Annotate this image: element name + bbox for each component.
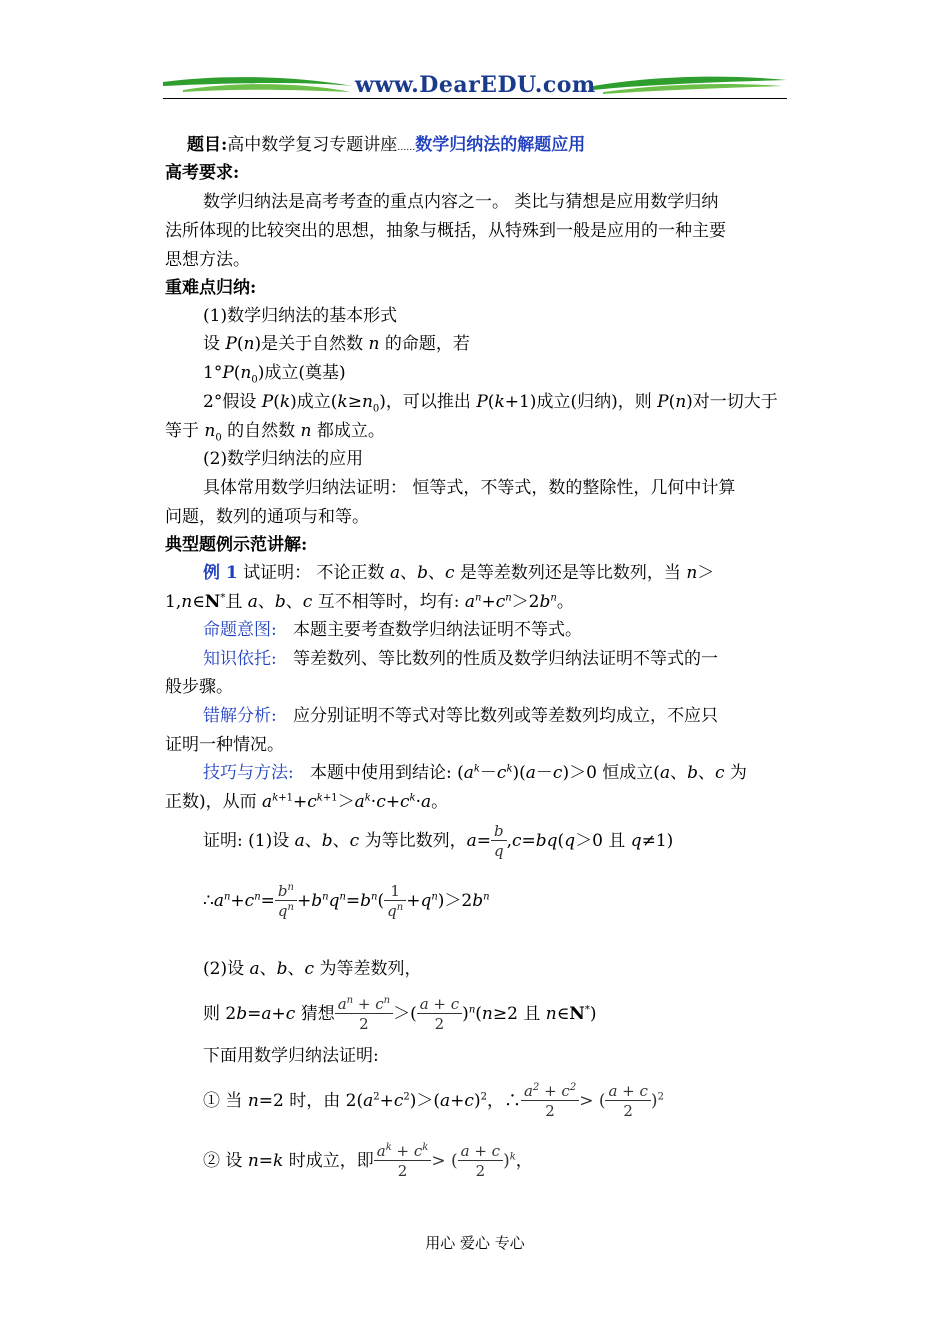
- proof-part-1-line: 证明: (1)设 a、b、c 为等比数列，a= $\frac{b}{q}$ ,c=bq(q＞0 且 q≠1): [203, 822, 674, 860]
- title-dots: ……: [397, 143, 416, 153]
- requirements-para-line-3: 思想方法。: [165, 250, 250, 270]
- proof-part-2-line: (2)设 a、b、c 为等差数列，: [203, 959, 422, 979]
- key-points-base-step: $1^\circ P(n_0)$成立(奠基): [203, 363, 346, 386]
- key-points-induction-step-1: 2°假设 P(k)成立$(k\ge n_0)$，可以推出 P(k+1)成立(归纳)，则 P(n)对一切大于: [203, 392, 778, 415]
- example-1-knowledge-2: 般步骤。: [165, 677, 233, 697]
- key-points-application-heading: (2)数学归纳法的应用: [203, 449, 364, 469]
- key-points-induction-step-2: 等于 $n_0$ 的自然数 n 都成立。: [165, 421, 385, 444]
- example-1-problem-line-2: 1,n∈N*且 a、b、c 互不相等时，均有: $a^n+c^n>2b^n$。: [165, 592, 574, 612]
- section-heading-key-points: 重难点归纳:: [165, 278, 257, 298]
- example-1-intent-line: [203, 616, 582, 644]
- proof-induction-intro: 下面用数学归纳法证明:: [203, 1046, 379, 1066]
- section-heading-examples: 典型题例示范讲解:: [165, 535, 308, 555]
- key-points-statement: 设 P(n)是关于自然数 n 的命题，若: [203, 334, 470, 354]
- key-points-application-line-2: 问题，数列的通项与和等。: [165, 507, 369, 527]
- page-footer: 用心 爱心 专心: [425, 1234, 525, 1252]
- keyword-knowledge: 知识依托:: [203, 649, 277, 669]
- proof-induction-step-1: ① 当 n=2 时，由 $2(a^2+c^2)>(a+c)^2$，∴ $\frac{a^2 + c^2}{2}$ > ( $\frac{a + c}{2}$ )$^2$: [203, 1082, 664, 1120]
- fraction-a-plus-c-over-2: $\frac{a + c}{2}$: [417, 995, 462, 1034]
- fraction-a2-plus-c2-over-2: $\frac{a^2 + c^2}{2}$: [521, 1082, 579, 1121]
- fraction-a-plus-c-over-2-sq: $\frac{a + c}{2}$: [605, 1082, 650, 1121]
- title-topic: 数学归纳法的解题应用: [415, 135, 586, 155]
- example-1-error-2: 证明一种情况。: [165, 735, 284, 755]
- key-points-application-line-1: 具体常用数学归纳法证明： 恒等式，不等式，数的整除性，几何中计算: [203, 478, 736, 498]
- example-1-technique-line-1: 技巧与方法: 本题中使用到结论: $(a^k-c^k)(a-c)>0$ 恒成立(a、b、c 为: [203, 763, 747, 783]
- title-label: 题目:: [187, 135, 228, 155]
- section-heading-requirements: 高考要求:: [165, 163, 240, 183]
- fraction-b-over-q: $\frac{b}{q}$: [491, 822, 507, 861]
- keyword-intent: 命题意图:: [203, 620, 277, 640]
- example-1-knowledge-1: 等差数列、等比数列的性质及数学归纳法证明不等式的一: [292, 649, 718, 669]
- example-1-technique-line-2: 正数)，从而 $a^{k+1}+c^{k+1}>a^k\cdot c+c^k\cdot a$。: [165, 792, 449, 812]
- header-divider: [163, 98, 787, 99]
- keyword-error-analysis: 错解分析:: [203, 706, 277, 726]
- proof-induction-step-2: ② 设 n=k 时成立，即 $\frac{a^k + c^k}{2}$ > ( $\frac{a + c}{2}$ )$^k$，: [203, 1142, 533, 1180]
- example-1-knowledge-line: [203, 645, 718, 673]
- example-1-problem-line-1: 例 1 试证明： 不论正数 a、b、c 是等差数列还是等比数列，当 n＞: [203, 563, 715, 583]
- key-points-form-heading: (1)数学归纳法的基本形式: [203, 306, 398, 326]
- fraction-a-plus-c-over-2-k: $\frac{a + c}{2}$: [458, 1142, 503, 1181]
- fraction-ak-plus-ck-over-2: $\frac{a^k + c^k}{2}$: [374, 1142, 432, 1181]
- keyword-technique: 技巧与方法:: [203, 763, 294, 783]
- proof-part-2-conjecture: 则 2b=a+c 猜想 $\frac{a^n + c^n}{2}$ ＞( $\frac{a + c}{2}$ )$^n$(n≥2 且 n∈N*): [203, 995, 597, 1033]
- fraction-1-over-qn: $\frac{1}{q^n}$: [384, 882, 406, 921]
- fraction-an-plus-cn-over-2: $\frac{a^n + c^n}{2}$: [335, 995, 393, 1034]
- requirements-para-line-2: 法所体现的比较突出的思想，抽象与概括，从特殊到一般是应用的一种主要: [165, 221, 726, 241]
- example-1-intent: 本题主要考查数学归纳法证明不等式。: [292, 620, 582, 640]
- example-1-label: 例 1: [203, 563, 238, 583]
- fraction-bn-over-qn: $\frac{b^n}{q^n}$: [275, 882, 297, 921]
- title-prefix: 高中数学复习专题讲座: [227, 135, 398, 155]
- proof-part-1-derivation: $\therefore a^n+c^n=$ $\frac{b^n}{q^n}$ $+b^nq^n=b^n$( $\frac{1}{q^n}$ $+q^n)>2b^n$: [203, 882, 490, 920]
- example-1-error-line: [203, 702, 718, 730]
- title-line: [187, 131, 585, 162]
- requirements-para-line-1: 数学归纳法是高考考查的重点内容之一。 类比与猜想是应用数学归纳: [203, 192, 719, 212]
- header-logo-text: www.DearEDU.com: [355, 72, 596, 98]
- example-1-error-1: 应分别证明不等式对等比数列或等差数列均成立，不应只: [292, 706, 718, 726]
